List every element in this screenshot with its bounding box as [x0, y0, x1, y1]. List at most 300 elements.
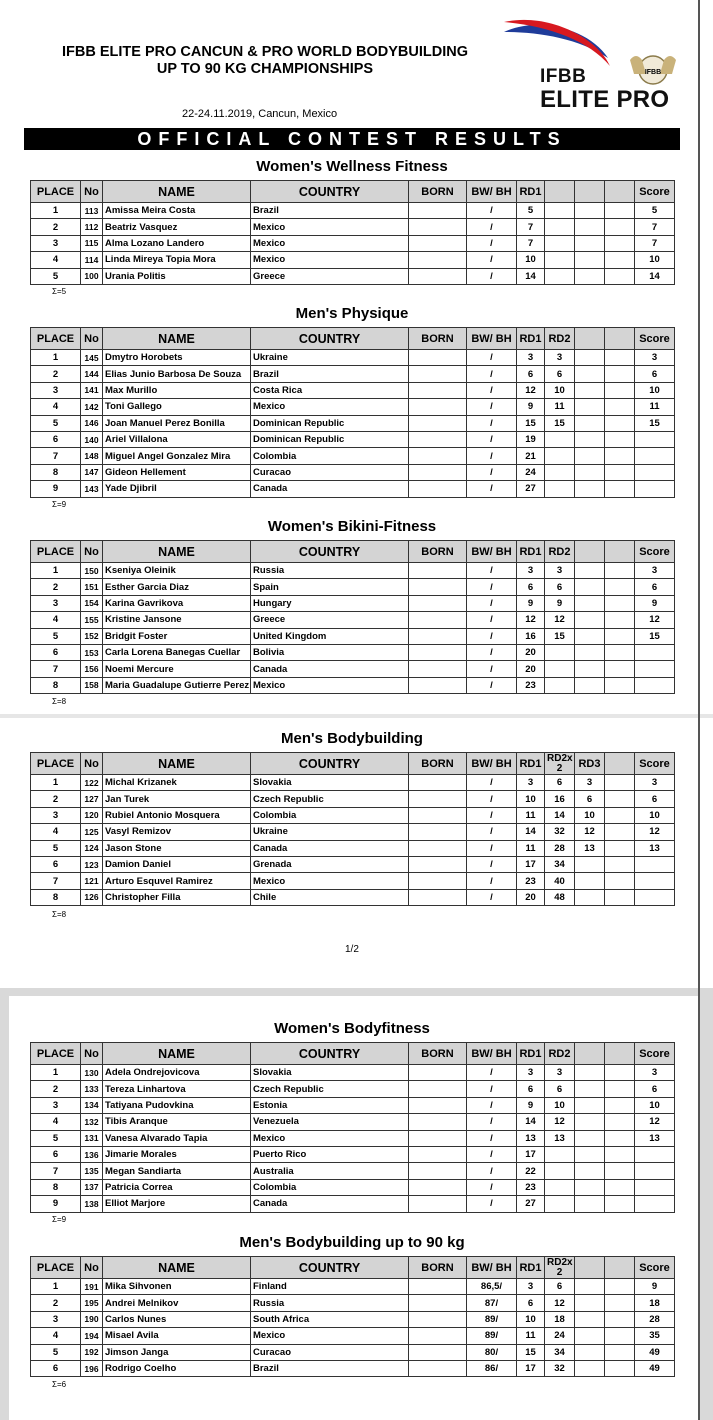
cell-place: 4 — [31, 612, 81, 628]
cell-rd2 — [545, 431, 575, 447]
competitor-count: Σ=8 — [52, 910, 67, 919]
cell-no: 113 — [81, 203, 103, 219]
table-header-row — [31, 328, 675, 350]
cell-rd2: 40 — [545, 873, 575, 889]
cell-rd2 — [545, 464, 575, 480]
column-header-rd2: RD2 — [545, 328, 575, 350]
cell-born — [409, 1311, 467, 1327]
cell-score: 15 — [635, 628, 675, 644]
competitor-count: Σ=5 — [52, 287, 67, 296]
cell-born — [409, 431, 467, 447]
table-row — [31, 1179, 675, 1195]
cell-born — [409, 775, 467, 791]
cell-name: Gideon Hellement — [103, 464, 251, 480]
cell-rd1: 14 — [517, 824, 545, 840]
column-header-rd4 — [605, 753, 635, 775]
cell-rd1: 20 — [517, 644, 545, 660]
cell-rd3 — [575, 1114, 605, 1130]
cell-rd2 — [545, 1196, 575, 1212]
bodybuilder-emblem-icon — [630, 56, 676, 84]
cell-born — [409, 1081, 467, 1097]
table-row — [31, 431, 675, 447]
column-header-name: NAME — [103, 541, 251, 563]
cell-name: Tibis Aranque — [103, 1114, 251, 1130]
cell-born — [409, 268, 467, 284]
cell-place: 7 — [31, 661, 81, 677]
cell-name: Alma Lozano Landero — [103, 235, 251, 251]
cell-rd2: 3 — [545, 350, 575, 366]
cell-rd3: 12 — [575, 824, 605, 840]
cell-score: 13 — [635, 1130, 675, 1146]
column-header-bw-bh: BW/ BH — [467, 328, 517, 350]
cell-bw-bh: / — [467, 1146, 517, 1162]
cell-bw-bh: / — [467, 203, 517, 219]
cell-rd2: 14 — [545, 807, 575, 823]
cell-rd3 — [575, 268, 605, 284]
cell-rd2: 11 — [545, 399, 575, 415]
cell-country: Chile — [251, 889, 409, 905]
cell-rd2 — [545, 1163, 575, 1179]
cell-no: 137 — [81, 1179, 103, 1195]
column-header-born: BORN — [409, 328, 467, 350]
cell-no: 138 — [81, 1196, 103, 1212]
cell-born — [409, 399, 467, 415]
column-header-rd1: RD1 — [517, 328, 545, 350]
column-header-rd4 — [605, 1043, 635, 1065]
cell-rd3 — [575, 481, 605, 497]
cell-place: 4 — [31, 399, 81, 415]
cell-no: 150 — [81, 563, 103, 579]
cell-country: Ukraine — [251, 350, 409, 366]
cell-rd2 — [545, 644, 575, 660]
table-row — [31, 203, 675, 219]
cell-rd3 — [575, 1360, 605, 1376]
cell-born — [409, 366, 467, 382]
cell-country: Canada — [251, 481, 409, 497]
cell-bw-bh: / — [467, 677, 517, 693]
cell-rd3 — [575, 644, 605, 660]
cell-rd1: 3 — [517, 350, 545, 366]
cell-name: Toni Gallego — [103, 399, 251, 415]
cell-name: Maria Guadalupe Gutierre Perez — [103, 677, 251, 693]
cell-rd2 — [545, 268, 575, 284]
cell-score: 6 — [635, 579, 675, 595]
cell-no: 145 — [81, 350, 103, 366]
cell-bw-bh: / — [467, 824, 517, 840]
cell-name: Karina Gavrikova — [103, 595, 251, 611]
cell-place: 3 — [31, 235, 81, 251]
cell-rd4 — [605, 366, 635, 382]
table-row — [31, 1097, 675, 1113]
table-row — [31, 840, 675, 856]
cell-rd4 — [605, 350, 635, 366]
table-row — [31, 775, 675, 791]
cell-born — [409, 1295, 467, 1311]
cell-rd4 — [605, 1344, 635, 1360]
cell-place: 7 — [31, 873, 81, 889]
cell-born — [409, 235, 467, 251]
cell-bw-bh: / — [467, 399, 517, 415]
cell-place: 3 — [31, 1097, 81, 1113]
cell-rd4 — [605, 203, 635, 219]
cell-rd3 — [575, 448, 605, 464]
cell-rd2: 15 — [545, 628, 575, 644]
table-row — [31, 481, 675, 497]
cell-name: Kristine Jansone — [103, 612, 251, 628]
results-table — [30, 540, 675, 694]
cell-score — [635, 481, 675, 497]
cell-bw-bh: / — [467, 579, 517, 595]
column-header-rd4 — [605, 181, 635, 203]
cell-rd4 — [605, 235, 635, 251]
cell-place: 2 — [31, 1295, 81, 1311]
cell-rd3 — [575, 431, 605, 447]
cell-bw-bh: 86/ — [467, 1360, 517, 1376]
cell-no: 190 — [81, 1311, 103, 1327]
table-row — [31, 661, 675, 677]
section-title: Men's Physique — [295, 305, 409, 322]
cell-no: 121 — [81, 873, 103, 889]
cell-country: Mexico — [251, 399, 409, 415]
cell-rd1: 23 — [517, 677, 545, 693]
cell-place: 6 — [31, 1360, 81, 1376]
column-header-rd3 — [575, 1257, 605, 1279]
competitor-count: Σ=6 — [52, 1380, 67, 1389]
cell-rd3 — [575, 1279, 605, 1295]
cell-bw-bh: / — [467, 563, 517, 579]
cell-country: Canada — [251, 1196, 409, 1212]
cell-score: 10 — [635, 252, 675, 268]
cell-bw-bh: / — [467, 252, 517, 268]
cell-bw-bh: / — [467, 1179, 517, 1195]
cell-rd1: 11 — [517, 1328, 545, 1344]
cell-score: 3 — [635, 1065, 675, 1081]
cell-rd2: 6 — [545, 1279, 575, 1295]
cell-score: 49 — [635, 1344, 675, 1360]
cell-place: 2 — [31, 579, 81, 595]
cell-country: Grenada — [251, 856, 409, 872]
cell-no: 100 — [81, 268, 103, 284]
cell-no: 141 — [81, 382, 103, 398]
cell-country: Curacao — [251, 1344, 409, 1360]
table-row — [31, 415, 675, 431]
results-table — [30, 180, 675, 285]
cell-place: 1 — [31, 203, 81, 219]
cell-rd4 — [605, 219, 635, 235]
cell-rd2 — [545, 448, 575, 464]
cell-rd1: 5 — [517, 203, 545, 219]
table-row — [31, 1081, 675, 1097]
cell-rd3 — [575, 1311, 605, 1327]
column-header-score: Score — [635, 1257, 675, 1279]
cell-score: 7 — [635, 219, 675, 235]
cell-born — [409, 219, 467, 235]
table-row — [31, 824, 675, 840]
cell-no: 196 — [81, 1360, 103, 1376]
cell-born — [409, 661, 467, 677]
cell-place: 8 — [31, 464, 81, 480]
column-header-place: PLACE — [31, 541, 81, 563]
cell-name: Vasyl Remizov — [103, 824, 251, 840]
cell-rd4 — [605, 1081, 635, 1097]
cell-score — [635, 873, 675, 889]
competitor-count: Σ=9 — [52, 500, 67, 509]
cell-born — [409, 1130, 467, 1146]
cell-name: Beatriz Vasquez — [103, 219, 251, 235]
cell-score — [635, 661, 675, 677]
cell-score: 35 — [635, 1328, 675, 1344]
cell-no: 126 — [81, 889, 103, 905]
cell-rd4 — [605, 856, 635, 872]
cell-no: 133 — [81, 1081, 103, 1097]
results-page-1-continued — [0, 718, 713, 988]
cell-born — [409, 1360, 467, 1376]
cell-rd4 — [605, 644, 635, 660]
column-header-rd2: RD2x 2 — [545, 753, 575, 775]
results-table — [30, 327, 675, 498]
cell-rd1: 23 — [517, 873, 545, 889]
cell-bw-bh: / — [467, 595, 517, 611]
cell-rd1: 6 — [517, 366, 545, 382]
cell-place: 8 — [31, 677, 81, 693]
results-table — [30, 1042, 675, 1213]
cell-rd1: 10 — [517, 791, 545, 807]
cell-rd3 — [575, 1146, 605, 1162]
cell-rd4 — [605, 1065, 635, 1081]
cell-rd4 — [605, 1179, 635, 1195]
cell-rd2: 10 — [545, 382, 575, 398]
table-row — [31, 399, 675, 415]
cell-no: 130 — [81, 1065, 103, 1081]
cell-country: Russia — [251, 1295, 409, 1311]
cell-no: 122 — [81, 775, 103, 791]
cell-bw-bh: / — [467, 366, 517, 382]
cell-rd3 — [575, 350, 605, 366]
cell-name: Christopher Filla — [103, 889, 251, 905]
cell-no: 191 — [81, 1279, 103, 1295]
cell-country: Mexico — [251, 235, 409, 251]
cell-rd3 — [575, 464, 605, 480]
column-header-born: BORN — [409, 1043, 467, 1065]
cell-born — [409, 448, 467, 464]
cell-score: 10 — [635, 1097, 675, 1113]
cell-rd3 — [575, 415, 605, 431]
cell-rd4 — [605, 1295, 635, 1311]
cell-rd2: 16 — [545, 791, 575, 807]
cell-rd3 — [575, 677, 605, 693]
cell-rd4 — [605, 579, 635, 595]
cell-rd1: 9 — [517, 399, 545, 415]
cell-country: Bolivia — [251, 644, 409, 660]
cell-place: 7 — [31, 1163, 81, 1179]
column-header-no: No — [81, 328, 103, 350]
cell-bw-bh: / — [467, 382, 517, 398]
cell-country: Dominican Republic — [251, 431, 409, 447]
cell-rd4 — [605, 612, 635, 628]
cell-rd2 — [545, 1146, 575, 1162]
table-row — [31, 464, 675, 480]
cell-country: Greece — [251, 268, 409, 284]
cell-bw-bh: 89/ — [467, 1311, 517, 1327]
cell-rd2 — [545, 252, 575, 268]
table-row — [31, 1146, 675, 1162]
column-header-bw-bh: BW/ BH — [467, 1043, 517, 1065]
column-header-country: COUNTRY — [251, 1257, 409, 1279]
cell-rd1: 7 — [517, 219, 545, 235]
cell-rd1: 3 — [517, 1065, 545, 1081]
table-header-row — [31, 753, 675, 775]
section-title: Women's Bodyfitness — [274, 1020, 430, 1037]
cell-rd3 — [575, 1295, 605, 1311]
cell-born — [409, 889, 467, 905]
cell-bw-bh: / — [467, 1065, 517, 1081]
cell-place: 9 — [31, 481, 81, 497]
cell-bw-bh: / — [467, 235, 517, 251]
cell-place: 7 — [31, 448, 81, 464]
cell-rd3 — [575, 366, 605, 382]
cell-bw-bh: / — [467, 612, 517, 628]
column-header-rd3 — [575, 1043, 605, 1065]
column-header-born: BORN — [409, 181, 467, 203]
cell-rd1: 11 — [517, 840, 545, 856]
official-results-banner: OFFICIAL CONTEST RESULTS — [24, 128, 680, 150]
cell-place: 6 — [31, 856, 81, 872]
cell-bw-bh: / — [467, 481, 517, 497]
cell-country: Czech Republic — [251, 791, 409, 807]
cell-bw-bh: / — [467, 873, 517, 889]
column-header-name: NAME — [103, 181, 251, 203]
cell-name: Misael Avila — [103, 1328, 251, 1344]
cell-country: Spain — [251, 579, 409, 595]
cell-rd4 — [605, 1130, 635, 1146]
cell-no: 140 — [81, 431, 103, 447]
section-title: Women's Bikini-Fitness — [267, 518, 437, 535]
cell-rd4 — [605, 268, 635, 284]
cell-rd1: 24 — [517, 464, 545, 480]
cell-born — [409, 415, 467, 431]
cell-rd3 — [575, 382, 605, 398]
cell-rd1: 6 — [517, 1081, 545, 1097]
cell-place: 2 — [31, 366, 81, 382]
cell-born — [409, 824, 467, 840]
cell-rd2: 12 — [545, 1114, 575, 1130]
cell-country: Mexico — [251, 1130, 409, 1146]
cell-rd2: 6 — [545, 579, 575, 595]
cell-rd3: 13 — [575, 840, 605, 856]
cell-rd4 — [605, 1097, 635, 1113]
cell-bw-bh: / — [467, 889, 517, 905]
cell-rd2: 9 — [545, 595, 575, 611]
cell-no: 142 — [81, 399, 103, 415]
cell-country: Hungary — [251, 595, 409, 611]
cell-rd3 — [575, 252, 605, 268]
cell-place: 1 — [31, 775, 81, 791]
cell-no: 194 — [81, 1328, 103, 1344]
cell-rd3 — [575, 889, 605, 905]
cell-rd3 — [575, 1065, 605, 1081]
cell-rd1: 9 — [517, 595, 545, 611]
cell-rd1: 3 — [517, 775, 545, 791]
cell-rd1: 3 — [517, 563, 545, 579]
cell-place: 5 — [31, 1344, 81, 1360]
cell-score — [635, 464, 675, 480]
cell-no: 155 — [81, 612, 103, 628]
cell-rd4 — [605, 399, 635, 415]
cell-place: 8 — [31, 1179, 81, 1195]
cell-place: 1 — [31, 1065, 81, 1081]
cell-country: Mexico — [251, 219, 409, 235]
date-location: 22-24.11.2019, Cancun, Mexico — [182, 108, 338, 120]
cell-name: Linda Mireya Topia Mora — [103, 252, 251, 268]
column-header-name: NAME — [103, 1257, 251, 1279]
title-line-1: IFBB ELITE PRO CANCUN & PRO WORLD BODYBUILDING — [62, 44, 468, 60]
cell-born — [409, 628, 467, 644]
table-row — [31, 1196, 675, 1212]
cell-place: 4 — [31, 1328, 81, 1344]
column-header-name: NAME — [103, 328, 251, 350]
cell-country: Brazil — [251, 366, 409, 382]
cell-rd3 — [575, 1344, 605, 1360]
cell-score: 7 — [635, 235, 675, 251]
column-header-bw-bh: BW/ BH — [467, 753, 517, 775]
column-header-place: PLACE — [31, 1257, 81, 1279]
table-row — [31, 873, 675, 889]
cell-bw-bh: / — [467, 431, 517, 447]
cell-score: 6 — [635, 1081, 675, 1097]
cell-name: Esther Garcia Diaz — [103, 579, 251, 595]
cell-rd4 — [605, 563, 635, 579]
cell-rd2: 34 — [545, 1344, 575, 1360]
cell-bw-bh: / — [467, 448, 517, 464]
cell-rd1: 23 — [517, 1179, 545, 1195]
cell-rd2: 12 — [545, 1295, 575, 1311]
cell-no: 144 — [81, 366, 103, 382]
cell-rd4 — [605, 1163, 635, 1179]
cell-born — [409, 791, 467, 807]
cell-name: Mika Sihvonen — [103, 1279, 251, 1295]
cell-born — [409, 840, 467, 856]
table-row — [31, 235, 675, 251]
cell-bw-bh: / — [467, 1114, 517, 1130]
table-row — [31, 677, 675, 693]
section-title: Men's Bodybuilding — [281, 730, 423, 747]
cell-score: 28 — [635, 1311, 675, 1327]
viewer-edge — [698, 0, 700, 1420]
cell-rd3 — [575, 661, 605, 677]
cell-place: 9 — [31, 1196, 81, 1212]
cell-country: Colombia — [251, 448, 409, 464]
cell-name: Joan Manuel Perez Bonilla — [103, 415, 251, 431]
cell-country: Mexico — [251, 252, 409, 268]
cell-no: 120 — [81, 807, 103, 823]
cell-bw-bh: / — [467, 775, 517, 791]
column-header-rd1: RD1 — [517, 181, 545, 203]
cell-no: 156 — [81, 661, 103, 677]
cell-rd2 — [545, 203, 575, 219]
cell-no: 134 — [81, 1097, 103, 1113]
cell-born — [409, 1328, 467, 1344]
cell-rd2: 12 — [545, 612, 575, 628]
results-page-2 — [9, 996, 698, 1420]
cell-born — [409, 807, 467, 823]
cell-born — [409, 644, 467, 660]
cell-born — [409, 350, 467, 366]
cell-rd3 — [575, 399, 605, 415]
column-header-born: BORN — [409, 541, 467, 563]
cell-country: Russia — [251, 563, 409, 579]
cell-rd4 — [605, 775, 635, 791]
cell-rd1: 13 — [517, 1130, 545, 1146]
